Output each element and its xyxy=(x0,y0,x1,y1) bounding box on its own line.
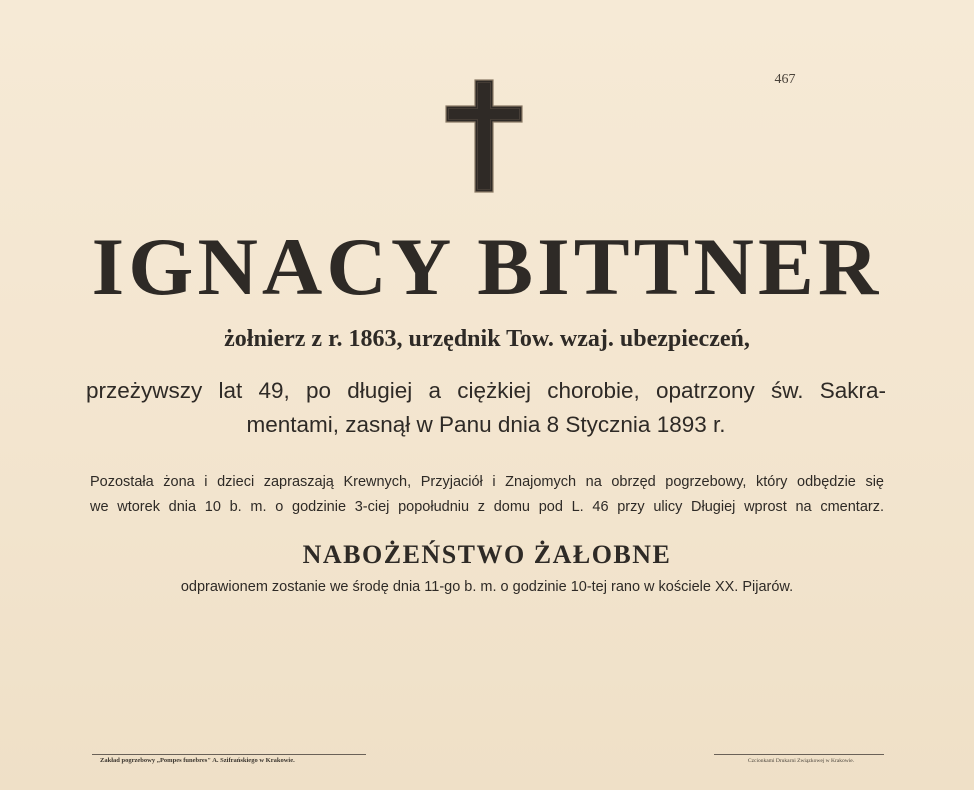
latin-cross-icon xyxy=(444,79,524,193)
death-announcement-line: przeżywszy lat 49, po długiej a ciężkiej chorobie, opatrzony św. Sakra- xyxy=(86,378,886,403)
footer-divider xyxy=(714,754,884,755)
undertaker-imprint: Zakład pogrzebowy „Pompes funebres" A. Szifrańskiego w Krakowie. xyxy=(100,757,295,764)
deceased-name: IGNACY BITTNER xyxy=(91,221,883,312)
mourning-service-heading: NABOŻEŃSTWO ŻAŁOBNE xyxy=(302,540,672,569)
footer-divider xyxy=(92,754,366,755)
deceased-description: żołnierz z r. 1863, urzędnik Tow. wzaj. ubezpieczeń, xyxy=(224,326,750,352)
death-announcement-line: mentami, zasnął w Panu dnia 8 Stycznia 1893 r. xyxy=(246,412,726,437)
funeral-invitation-line: Pozostała żona i dzieci zapraszają Krewnych, Przyjaciół i Znajomych na obrzęd pogrzebowy, który odbędzie się xyxy=(90,474,884,490)
mourning-service-details: odprawionem zostanie we środę dnia 11-go b. m. o godzinie 10-tej rano w kościele XX. Pijarów. xyxy=(180,579,794,595)
page-number: 467 xyxy=(774,72,796,87)
funeral-invitation-line: we wtorek dnia 10 b. m. o godzinie 3-ciej popołudniu z domu pod L. 46 przy ulicy Długiej wprost na cmentarz. xyxy=(90,499,884,515)
funeral-invitation xyxy=(90,470,884,520)
printer-imprint: Czcionkami Drukarni Związkowej w Krakowie. xyxy=(747,758,855,764)
death-announcement xyxy=(86,374,886,442)
